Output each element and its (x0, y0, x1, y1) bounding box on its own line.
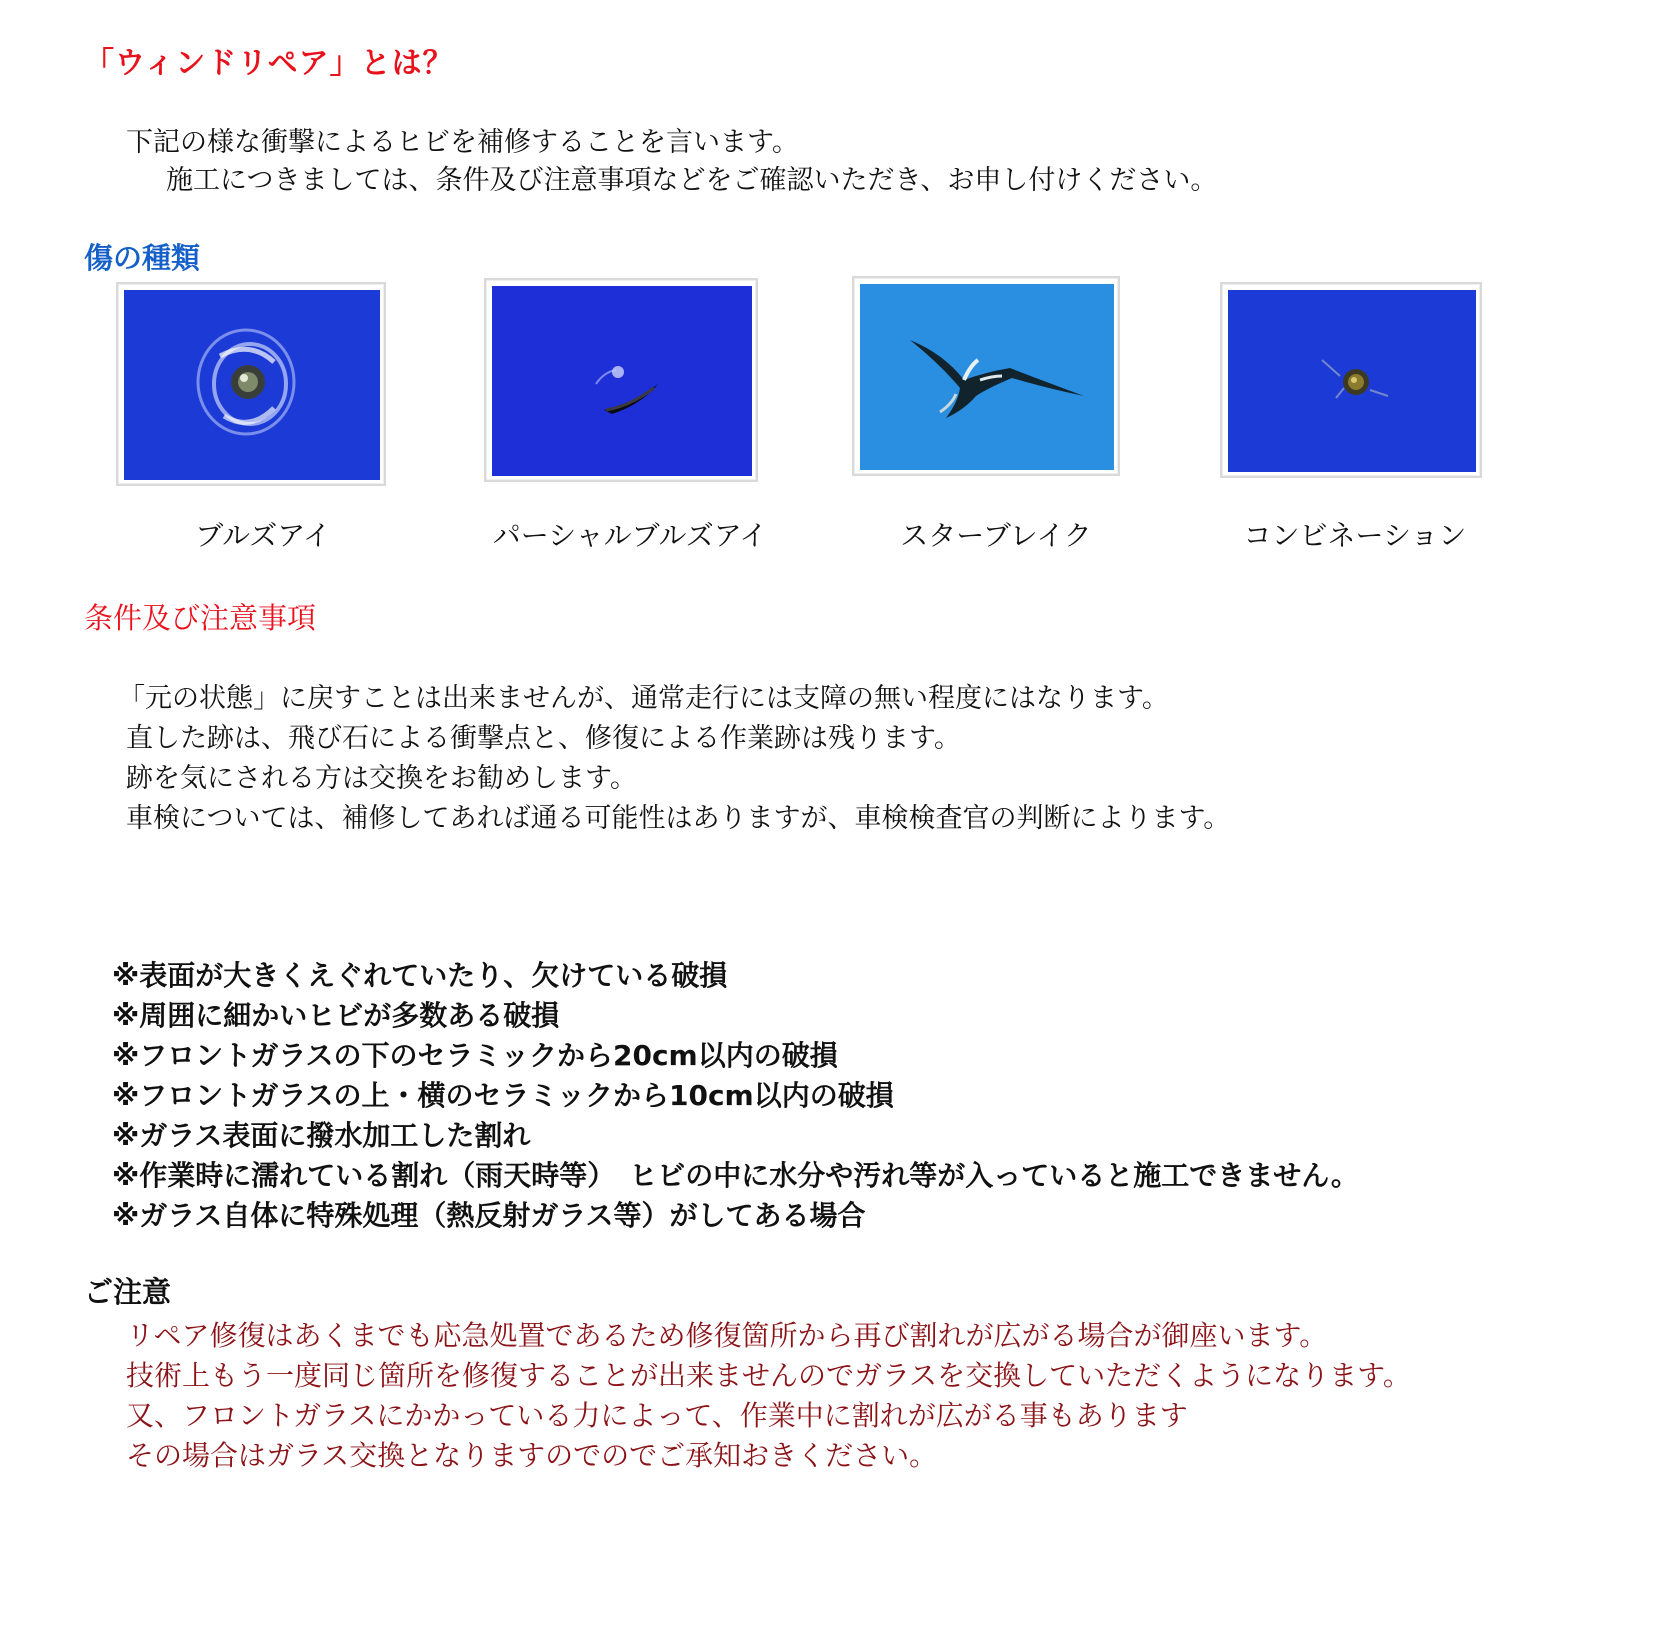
exclusion-item: ※表面が大きくえぐれていたり、欠けている破損 (112, 959, 728, 992)
page-title: 「ウィンドリペア」とは？ (84, 46, 454, 81)
intro-line-2: 施工につきましては、条件及び注意事項などをご確認いただき、お申し付けください。 (166, 165, 1218, 196)
notice-line: 又、フロントガラスにかかっている力によって、作業中に割れが広がる事もあります (126, 1399, 1188, 1432)
exclusion-item: ※周囲に細かいヒビが多数ある破損 (112, 999, 560, 1032)
intro-line-1: 下記の様な衝撃によるヒビを補修することを言います。 (126, 127, 799, 158)
caption-combination: コンビネーション (1243, 519, 1467, 552)
combination-photo (1220, 282, 1482, 478)
notice-line: その場合はガラス交換となりますのでのでご承知おきください。 (126, 1439, 938, 1472)
caption-bullseye: ブルズアイ (195, 519, 331, 552)
notice-line: 技術上もう一度同じ箇所を修復することが出来ませんのでガラスを交換していただくようになります。 (126, 1359, 1411, 1392)
notice-line: リペア修復はあくまでも応急処置であるため修復箇所から再び割れが広がる場合が御座います。 (126, 1319, 1328, 1352)
conditions-heading: 条件及び注意事項 (84, 601, 317, 635)
condition-line: 跡を気にされる方は交換をお勧めします。 (126, 763, 637, 794)
combination-crack-icon (1228, 290, 1476, 472)
star-break-crack-icon (860, 284, 1114, 470)
exclusion-item: ※ガラス自体に特殊処理（熱反射ガラス等）がしてある場合 (112, 1199, 866, 1232)
condition-line: 「元の状態」に戻すことは出来ませんが、通常走行には支障の無い程度にはなります。 (118, 683, 1169, 714)
condition-line: 直した跡は、飛び石による衝撃点と、修復による作業跡は残ります。 (126, 723, 961, 754)
star-break-photo (852, 276, 1120, 476)
caption-partial-bullseye: パーシャルブルズアイ (492, 519, 768, 552)
exclusion-item: ※フロントガラスの下のセラミックから20cm以内の破損 (112, 1039, 838, 1072)
partial-bullseye-crack-icon (492, 286, 752, 476)
notice-heading: ご注意 (84, 1275, 172, 1309)
exclusion-item: ※フロントガラスの上・横のセラミックから10cm以内の破損 (112, 1079, 894, 1112)
partial-bullseye-photo (484, 278, 758, 482)
damage-types-heading: 傷の種類 (84, 241, 201, 275)
exclusion-item: ※作業時に濡れている割れ（雨天時等） ヒビの中に水分や汚れ等が入っていると施工できません。 (112, 1159, 1359, 1192)
caption-star-break: スターブレイク (900, 519, 1092, 552)
condition-line: 車検については、補修してあれば通る可能性はありますが、車検検査官の判断によります。 (126, 803, 1231, 834)
bullseye-photo (116, 282, 386, 486)
bullseye-crack-icon (124, 290, 380, 480)
exclusion-item: ※ガラス表面に撥水加工した割れ (112, 1119, 531, 1152)
